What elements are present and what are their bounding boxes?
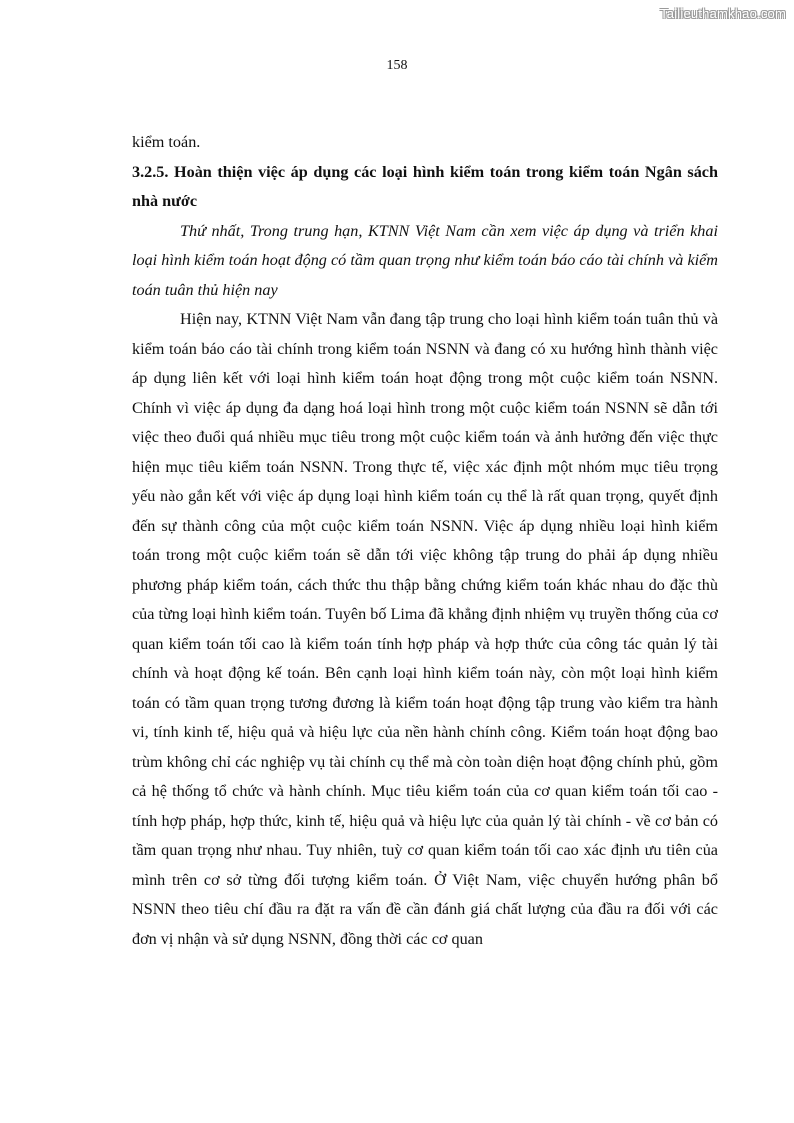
watermark-text: Tailieuthamkhao.com xyxy=(660,6,786,21)
continuation-paragraph: kiểm toán. xyxy=(132,133,201,151)
italic-lead-paragraph: Thứ nhất, Trong trung hạn, KTNN Việt Nam cần xem việc áp dụng và triển khai loại hình kiểm toán hoạt động có tầm quan trọng như kiểm toán báo cáo tài chính và kiểm toán tuân thủ hiện nay xyxy=(132,221,718,299)
section-heading: 3.2.5. Hoàn thiện việc áp dụng các loại hình kiểm toán trong kiểm toán Ngân sách nhà nước xyxy=(132,162,718,210)
body-paragraph: Hiện nay, KTNN Việt Nam vẫn đang tập trung cho loại hình kiểm toán tuân thủ và kiểm toán báo cáo tài chính trong kiểm toán NSNN và đang có xu hướng hình thành việc áp dụng liên kết với loại hình kiểm toán hoạt động trong một cuộc kiểm toán NSNN. Chính vì việc áp dụng đa dạng hoá loại hình trong một cuộc kiểm toán NSNN sẽ dẫn tới việc theo đuổi quá nhiều mục tiêu trong một cuộc kiểm toán và ảnh hưởng đến việc thực hiện mục tiêu kiểm toán NSNN. Trong thực tế, việc xác định một nhóm mục tiêu trọng yếu nào gắn kết với việc áp dụng loại hình kiểm toán cụ thể là rất quan trọng, quyết định đến sự thành công của một cuộc kiểm toán NSNN. Việc áp dụng nhiều loại hình kiểm toán trong một cuộc kiểm toán sẽ dẫn tới việc không tập trung do phải áp dụng nhiều phương pháp kiểm toán, cách thức thu thập bằng chứng kiểm toán khác nhau do đặc thù của từng loại hình kiểm toán. Tuyên bố Lima đã khẳng định nhiệm vụ truyền thống của cơ quan kiểm toán tối cao là kiểm toán tính hợp pháp và hợp thức của công tác quản lý tài chính và hoạt động kế toán. Bên cạnh loại hình kiểm toán này, còn một loại hình kiểm toán có tầm quan trọng tương đương là kiểm toán hoạt động tập trung vào kiểm tra hành vi, tính kinh tế, hiệu quả và hiệu lực của nền hành chính công. Kiểm toán hoạt động bao trùm không chỉ các nghiệp vụ tài chính cụ thể mà còn toàn diện hoạt động chính phủ, gồm cả hệ thống tổ chức và hành chính. Mục tiêu kiểm toán của cơ quan kiểm toán tối cao - tính hợp pháp, hợp thức, kinh tế, hiệu quả và hiệu lực của quản lý tài chính - về cơ bản có tầm quan trọng như nhau. Tuy nhiên, tuỳ cơ quan kiểm toán tối cao xác định ưu tiên của mình trên cơ sở từng đối tượng kiểm toán. Ở Việt Nam, việc chuyển hướng phân bổ NSNN theo tiêu chí đầu ra đặt ra vấn đề cần đánh giá chất lượng của đầu ra đối với các đơn vị nhận và sử dụng NSNN, đồng thời các cơ quan xyxy=(132,310,718,948)
page-number: 158 xyxy=(386,58,408,73)
document-body xyxy=(132,128,718,954)
